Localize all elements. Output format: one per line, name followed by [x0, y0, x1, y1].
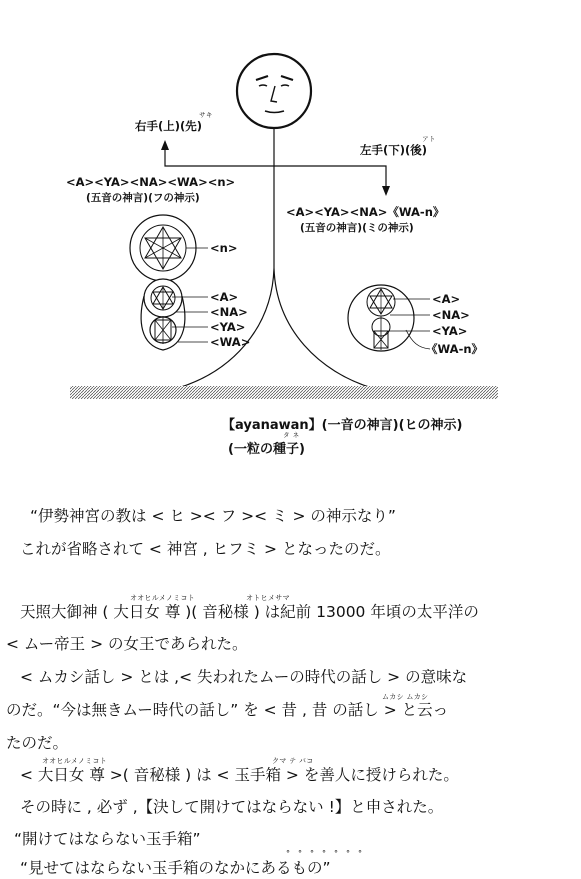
line6-ruby-mukashi: ムカシ ムカシ	[382, 693, 429, 701]
right-symbol-stack	[348, 285, 414, 351]
body-line-7: たのだ。	[6, 734, 69, 752]
left-symbol-label-a: <A>	[210, 290, 239, 304]
body-line-10: “開けてはならない玉手箱”	[14, 830, 201, 848]
right-chant-note: (五音の神言)(フの神示)	[86, 192, 200, 204]
ground-caption-seed: (一粒の種子)	[228, 442, 305, 457]
left-hand-label: 左手(下)(後)	[360, 143, 428, 157]
left-symbol-label-na: <NA>	[210, 305, 248, 319]
right-hand-label: 右手(上)(先)	[135, 119, 203, 133]
right-symbol-label-na: <NA>	[432, 308, 470, 322]
line8-ruby-tamatebako: クマ テ バコ	[272, 757, 314, 765]
left-symbol-stack	[130, 215, 196, 350]
right-hand-ruby: サキ	[199, 111, 213, 119]
figure-legs	[178, 268, 372, 388]
body-line-2: これが省略されて < 神宮 , ヒフミ > となったのだ。	[20, 540, 391, 558]
right-symbol-label-ya: <YA>	[432, 324, 468, 338]
left-hand-ruby: アト	[422, 135, 436, 143]
left-chant-note: (五音の神言)(ミの神示)	[300, 222, 414, 234]
body-line-5: < ムカシ話し > とは ,< 失われたムーの時代の話し > の意味な	[20, 668, 468, 686]
left-chant-label: <A><YA><NA>《WA-n》	[286, 205, 445, 219]
right-chant-label: <A><YA><NA><WA><n>	[66, 175, 236, 189]
body-line-11: “見せてはならない玉手箱のなかにあるもの”	[20, 859, 331, 877]
left-symbol-label-n: <n>	[210, 241, 238, 255]
ground-caption-ruby: タ ネ	[283, 431, 300, 439]
body-line-3: 天照大御神 ( 大日女 尊 )( 音秘様 ) は紀前 13000 年頃の太平洋の	[20, 603, 479, 621]
ground-caption: 【ayanawan】(一音の神言)(ヒの神示)	[222, 418, 463, 433]
line3-ruby-otohime: オトヒメサマ	[246, 594, 290, 602]
body-line-8: < 大日女 尊 >( 音秘様 ) は < 玉手箱 > を善人に授けられた。	[20, 766, 459, 784]
left-symbol-label-wa: <WA>	[210, 335, 251, 349]
line3-ruby-ohirume: オオヒルメノミコト	[130, 594, 196, 602]
ground-hatch	[70, 386, 498, 399]
figure-head	[237, 54, 311, 128]
left-symbol-label-ya: <YA>	[210, 320, 246, 334]
right-symbol-label-a: <A>	[432, 292, 461, 306]
emphasis-dots: °°°°°°°	[286, 849, 370, 858]
body-line-4: < ムー帝王 > の女王であられた。	[6, 635, 248, 653]
body-line-6: のだ。“今は無きムー時代の話し” を < 昔 , 昔 の話し > と云っ	[6, 701, 449, 719]
body-line-1: “伊勢神宮の教は < ヒ >< フ >< ミ > の神示なり”	[30, 507, 396, 525]
body-line-9: その時に , 必ず ,【決して開けてはならない !】と申された。	[20, 798, 444, 816]
right-symbol-label-wa-n: 《WA-n》	[426, 342, 484, 356]
line8-ruby-ohirume: オオヒルメノミコト	[42, 757, 108, 765]
